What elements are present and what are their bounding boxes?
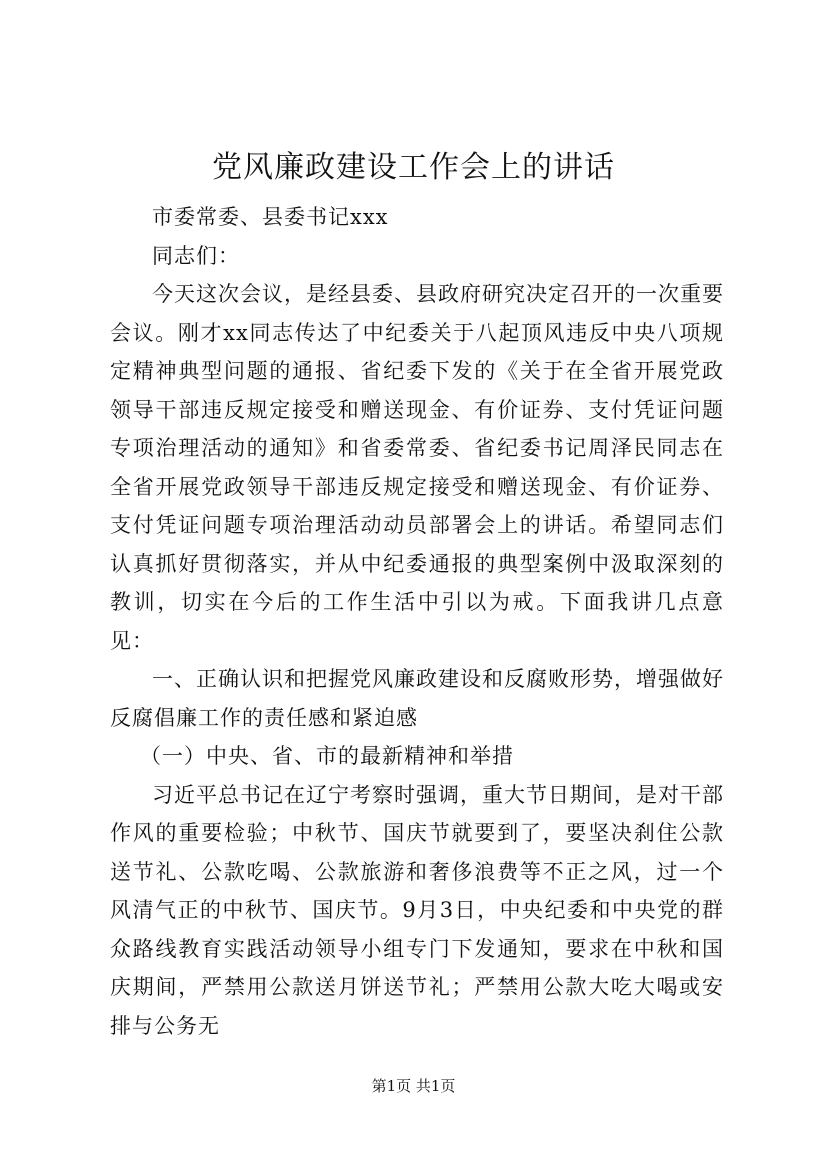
paragraph-body: 习近平总书记在辽宁考察时强调，重大节日期间，是对干部作风的重要检验；中秋节、国庆节就要到了，要坚决刹住公款送节礼、公款吃喝、公款旅游和奢侈浪费等不正之风，过一个风清气正的中秋节、国庆节。9月3日，中央纪委和中央党的群众路线教育实践活动领导小组专门下发通知，要求在中秋和国庆期间，严禁用公款送月饼送节礼；严禁用公款大吃大喝或安排与公务无	[110, 782, 724, 1038]
page-footer: 第1页 共1页	[371, 1077, 456, 1095]
paragraph-intro: 今天这次会议，是经县委、县政府研究决定召开的一次重要会议。刚才xx同志传达了中纪委关于八起顶风违反中央八项规定精神典型问题的通报、省纪委下发的《关于在全省开展党政领导干部违反规定接受和赠送现金、有价证券、支付凭证问题专项治理活动的通知》和省委常委、省纪委书记周泽民同志在全省开展党政领导干部违反规定接受和赠送现金、有价证券、支付凭证问题专项治理活动动员部署会上的讲话。希望同志们认真抓好贯彻落实，并从中纪委通报的典型案例中汲取深刻的教训，切实在今后的工作生活中引以为戒。下面我讲几点意见：	[110, 282, 724, 653]
section-heading: 一、正确认识和把握党风廉政建设和反腐败形势，增强做好反腐倡廉工作的责任感和紧迫感	[110, 667, 724, 730]
author-line: 市委常委、县委书记xxx	[152, 205, 389, 229]
greeting-line: 同志们：	[152, 243, 240, 268]
subsection-heading: （一）中央、省、市的最新精神和举措	[140, 744, 514, 768]
document-title: 党风廉政建设工作会上的讲话	[212, 150, 615, 185]
document-body	[110, 198, 724, 1045]
